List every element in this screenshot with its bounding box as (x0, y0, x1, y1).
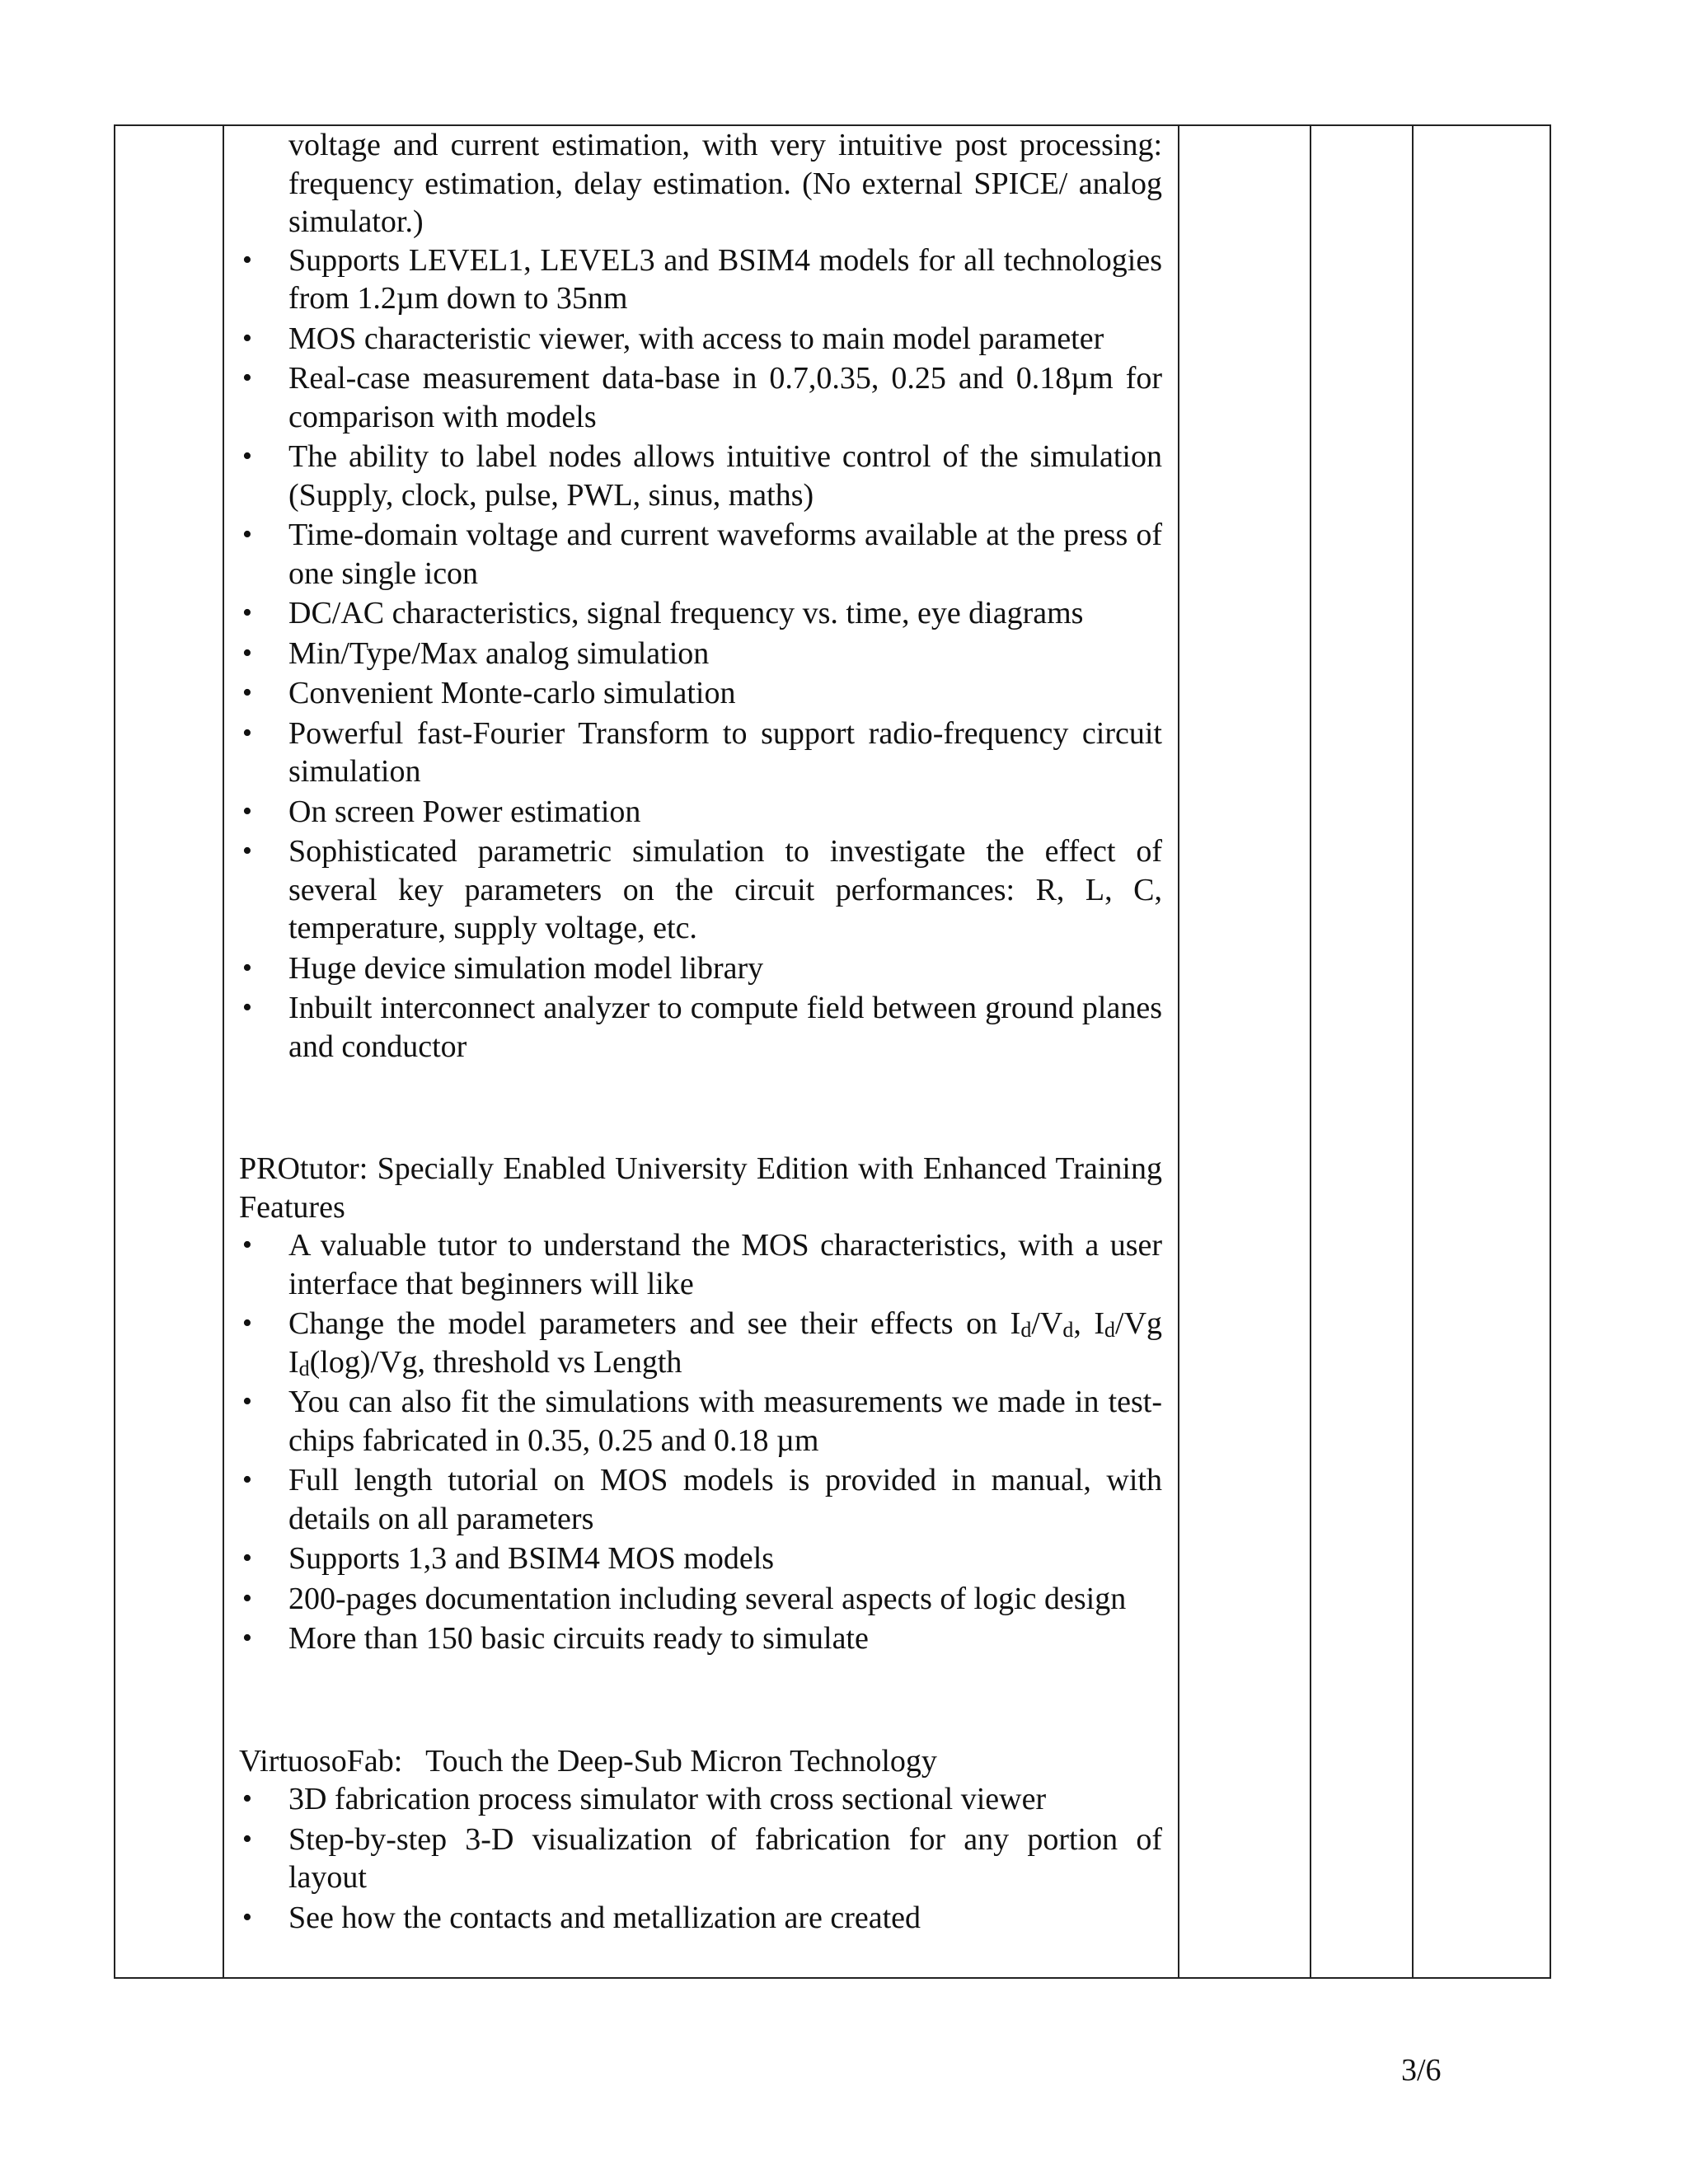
list-item-text: Convenient Monte-carlo simulation (288, 676, 736, 710)
list-item (239, 1580, 1162, 1619)
list-item (239, 1821, 1162, 1897)
list-item (239, 241, 1162, 318)
bullet-icon: • (242, 795, 252, 827)
list-item (239, 674, 1162, 713)
protutor-feature-list-continued (239, 1383, 1162, 1658)
bullet-icon: • (242, 322, 252, 354)
list-item (239, 594, 1162, 633)
list-item (239, 359, 1162, 436)
bullet-icon: • (242, 1623, 252, 1653)
list-item (239, 1540, 1162, 1578)
list-item (239, 1383, 1162, 1460)
list-item (239, 516, 1162, 593)
column-divider (1178, 126, 1179, 1977)
protutor-heading: PROtutor: Specially Enabled University Edition with Enhanced Training Features (239, 1151, 1162, 1225)
list-item-text: DC/AC characteristics, signal frequency vs. time, eye diagrams (288, 596, 1084, 630)
list-item (239, 1780, 1162, 1819)
page-number: 3/6 (1401, 2053, 1442, 2088)
list-item-text: Inbuilt interconnect analyzer to compute field between ground planes and conductor (288, 991, 1162, 1064)
bullet-icon: • (242, 1465, 252, 1495)
bullet-icon: • (242, 1230, 252, 1260)
bullet-icon: • (242, 519, 252, 550)
column-divider (223, 126, 224, 1977)
list-item-text: Powerful fast-Fourier Transform to support radio-frequency circuit simulation (288, 715, 1162, 789)
spacer (239, 1660, 1162, 1742)
list-item-text: On screen Power estimation (288, 794, 641, 829)
column-divider (1412, 126, 1414, 1977)
list-item-text: Change the model parameters and see their effects on $I_d/V_d$, $I_d/Vg$ $I_d(\log)/Vg$, threshold vs Length (288, 1306, 1163, 1380)
list-item (239, 320, 1162, 359)
spacer (239, 1067, 1162, 1150)
list-item-text: Supports LEVEL1, LEVEL3 and BSIM4 models for all technologies from 1.2µm down to 35nm (288, 242, 1162, 316)
list-item (239, 832, 1162, 948)
list-item (239, 1226, 1162, 1303)
bullet-icon: • (242, 677, 252, 708)
specification-cell (239, 126, 1162, 1938)
virtuosofab-heading: VirtuosoFab: Touch the Deep-Sub Micron Technology (239, 1743, 937, 1779)
bullet-icon: • (242, 441, 252, 471)
list-item (239, 1305, 1162, 1381)
bullet-icon: • (242, 363, 252, 393)
column-divider (1310, 126, 1311, 1977)
list-item-text: Huge device simulation model library (288, 950, 764, 986)
bullet-icon: • (242, 598, 252, 628)
list-item-text: Time-domain voltage and current waveforms available at the press of one single icon (288, 518, 1162, 591)
specification-table (114, 124, 1551, 1979)
list-item (239, 1619, 1162, 1658)
list-item-text: Sophisticated parametric simulation to investigate the effect of several key parameters on the circuit performances: R, L, C, temperature, supply voltage, etc. (288, 834, 1162, 945)
list-item (239, 715, 1162, 791)
bullet-icon: • (242, 1543, 252, 1573)
bullet-icon: • (242, 1386, 252, 1417)
list-item-text: The ability to label nodes allows intuitive control of the simulation (Supply, clock, pulse, PWL, sinus, maths) (288, 439, 1162, 513)
list-item-text: You can also fit the simulations with measurements we made in test-chips fabricated in 0.35, 0.25 and 0.18 µm (288, 1385, 1162, 1458)
bullet-icon: • (242, 1308, 252, 1338)
list-item (239, 793, 1162, 832)
bullet-icon: • (242, 1582, 252, 1614)
list-item-text: Step-by-step 3-D visualization of fabrication for any portion of layout (288, 1821, 1162, 1895)
bullet-icon: • (242, 1783, 252, 1814)
list-item-text: See how the contacts and metallization are created (288, 1900, 921, 1935)
bullet-icon: • (242, 244, 252, 275)
virtuosofab-feature-list (239, 1780, 1162, 1937)
bullet-icon: • (242, 836, 252, 866)
list-item-text: Supports 1,3 and BSIM4 MOS models (288, 1541, 775, 1576)
list-item (239, 989, 1162, 1066)
protutor-feature-list (239, 1226, 1162, 1381)
list-item-text: Real-case measurement data-base in 0.7,0.35, 0.25 and 0.18µm for comparison with models (288, 361, 1162, 434)
list-item (239, 949, 1162, 988)
list-item-text: A valuable tutor to understand the MOS characteristics, with a user interface that beginners will like (288, 1228, 1162, 1301)
list-item-text: Full length tutorial on MOS models is provided in manual, with details on all parameters (288, 1463, 1162, 1536)
list-item-text: Min/Type/Max analog simulation (288, 635, 710, 671)
list-item (239, 1899, 1162, 1938)
bullet-icon: • (242, 952, 252, 983)
bullet-icon: • (242, 1901, 252, 1933)
list-item (239, 1461, 1162, 1538)
list-item-text: 3D fabrication process simulator with cross sectional viewer (288, 1782, 1047, 1816)
intro-continuation: voltage and current estimation, with very intuitive post processing: frequency estimation, delay estimation. (No external SPICE/ analog simulator.) (288, 128, 1162, 239)
list-item-text: More than 150 basic circuits ready to simulate (288, 1621, 869, 1656)
bullet-icon: • (242, 1823, 252, 1854)
list-item (239, 438, 1162, 514)
bullet-icon: • (242, 637, 252, 668)
list-item-text: 200-pages documentation including several aspects of logic design (288, 1581, 1127, 1616)
bullet-icon: • (242, 717, 252, 748)
list-item (239, 635, 1162, 673)
simulation-feature-list (239, 241, 1162, 1066)
bullet-icon: • (242, 992, 252, 1023)
list-item-text: MOS characteristic viewer, with access to main model parameter (288, 321, 1104, 356)
